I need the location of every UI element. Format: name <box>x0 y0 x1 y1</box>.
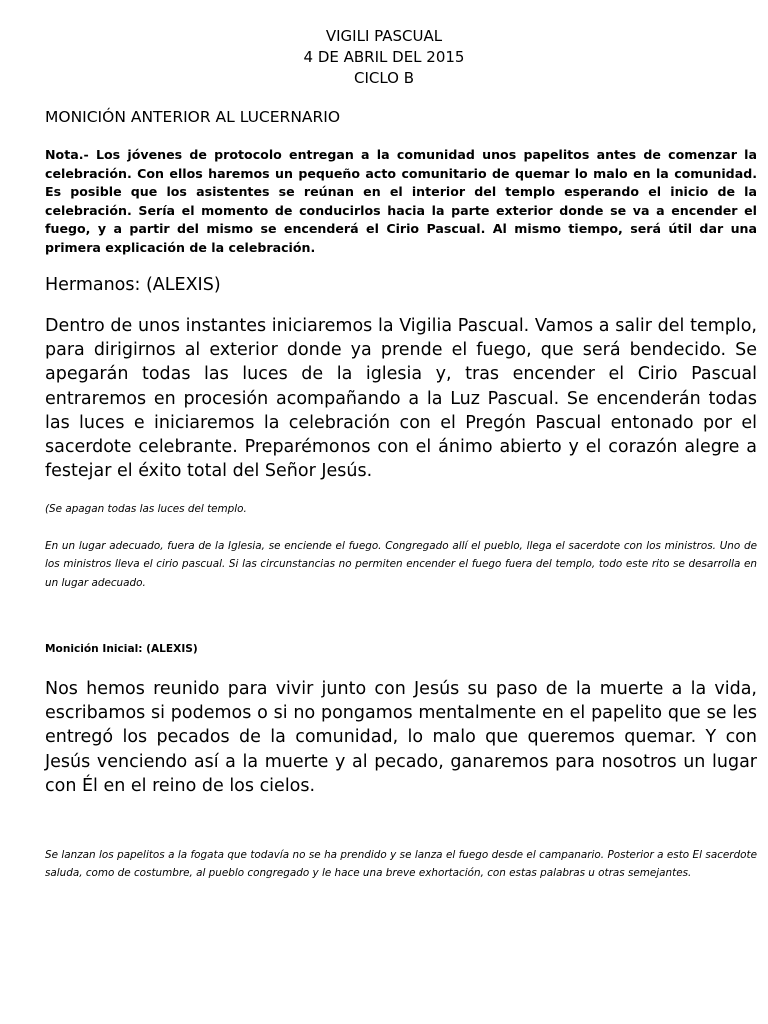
document-header <box>0 26 768 89</box>
header-title: VIGILI PASCUAL <box>325 27 443 45</box>
note-paragraph: Nota.- Los jóvenes de protocolo entregan a la comunidad unos papelitos antes de comenzar la celebración. Con ellos haremos un pequeño acto comunitario de quemar lo malo en la comunidad. Es posible que los asistentes se reúnan en el interior del templo esperando el inicio de la celebración. Sería el momento de conducirlos hacia la parte exterior donde se va a encender el fuego, y a partir del mismo se encenderá el Cirio Pascual. Al mismo tiempo, será útil dar una primera explicación de la celebración. <box>45 147 757 255</box>
rubric-papers-thrown: Se lanzan los papelitos a la fogata que todavía no se ha prendido y se lanza el fuego desde el campanario. Posterior a esto El sacerdote saluda, como de costumbre, al pueblo congregado y le hace una breve exhortación, con estas palabras u otras semejantes. <box>45 849 757 880</box>
greeting-line: Hermanos: (ALEXIS) <box>45 275 221 295</box>
initial-monition-paragraph: Nos hemos reunido para vivir junto con Jesús su paso de la muerte a la vida, escribamos si podemos o si no pongamos mentalmente en el papelito que se les entregó los pecados de la comunidad, lo malo que queremos quemar. Y con Jesús venciendo así a la muerte y al pecado, ganaremos para nosotros un lugar con Él en el reino de los cielos. <box>45 679 757 796</box>
header-cycle: CICLO B <box>353 69 415 87</box>
rubric-lights-off: (Se apagan todas las luces del templo. <box>45 503 247 515</box>
rubric-fire-location: En un lugar adecuado, fuera de la Iglesia, se enciende el fuego. Congregado allí el pueblo, llega el sacerdote con los ministros. Uno de los ministros lleva el cirio pascual. Si las circunstancias no permiten encender el fuego fuera del templo, todo este rito se desarrolla en un lugar adecuado. <box>45 540 757 589</box>
header-date: 4 DE ABRIL DEL 2015 <box>303 48 465 66</box>
lucernario-monition-paragraph: Dentro de unos instantes iniciaremos la Vigilia Pascual. Vamos a salir del templo, para dirigirnos al exterior donde ya prende el fuego, que será bendecido. Se apegarán todas las luces de la iglesia y, tras encender el Cirio Pascual entraremos en procesión acompañando a la Luz Pascual. Se encenderán todas las luces e iniciaremos la celebración con el Pregón Pascual entonado por el sacerdote celebrante. Preparémonos con el ánimo abierto y el corazón alegre a festejar el éxito total del Señor Jesús. <box>45 316 757 482</box>
initial-monition-heading: Monición Inicial: (ALEXIS) <box>45 643 198 655</box>
section-title: MONICIÓN ANTERIOR AL LUCERNARIO <box>45 108 341 126</box>
